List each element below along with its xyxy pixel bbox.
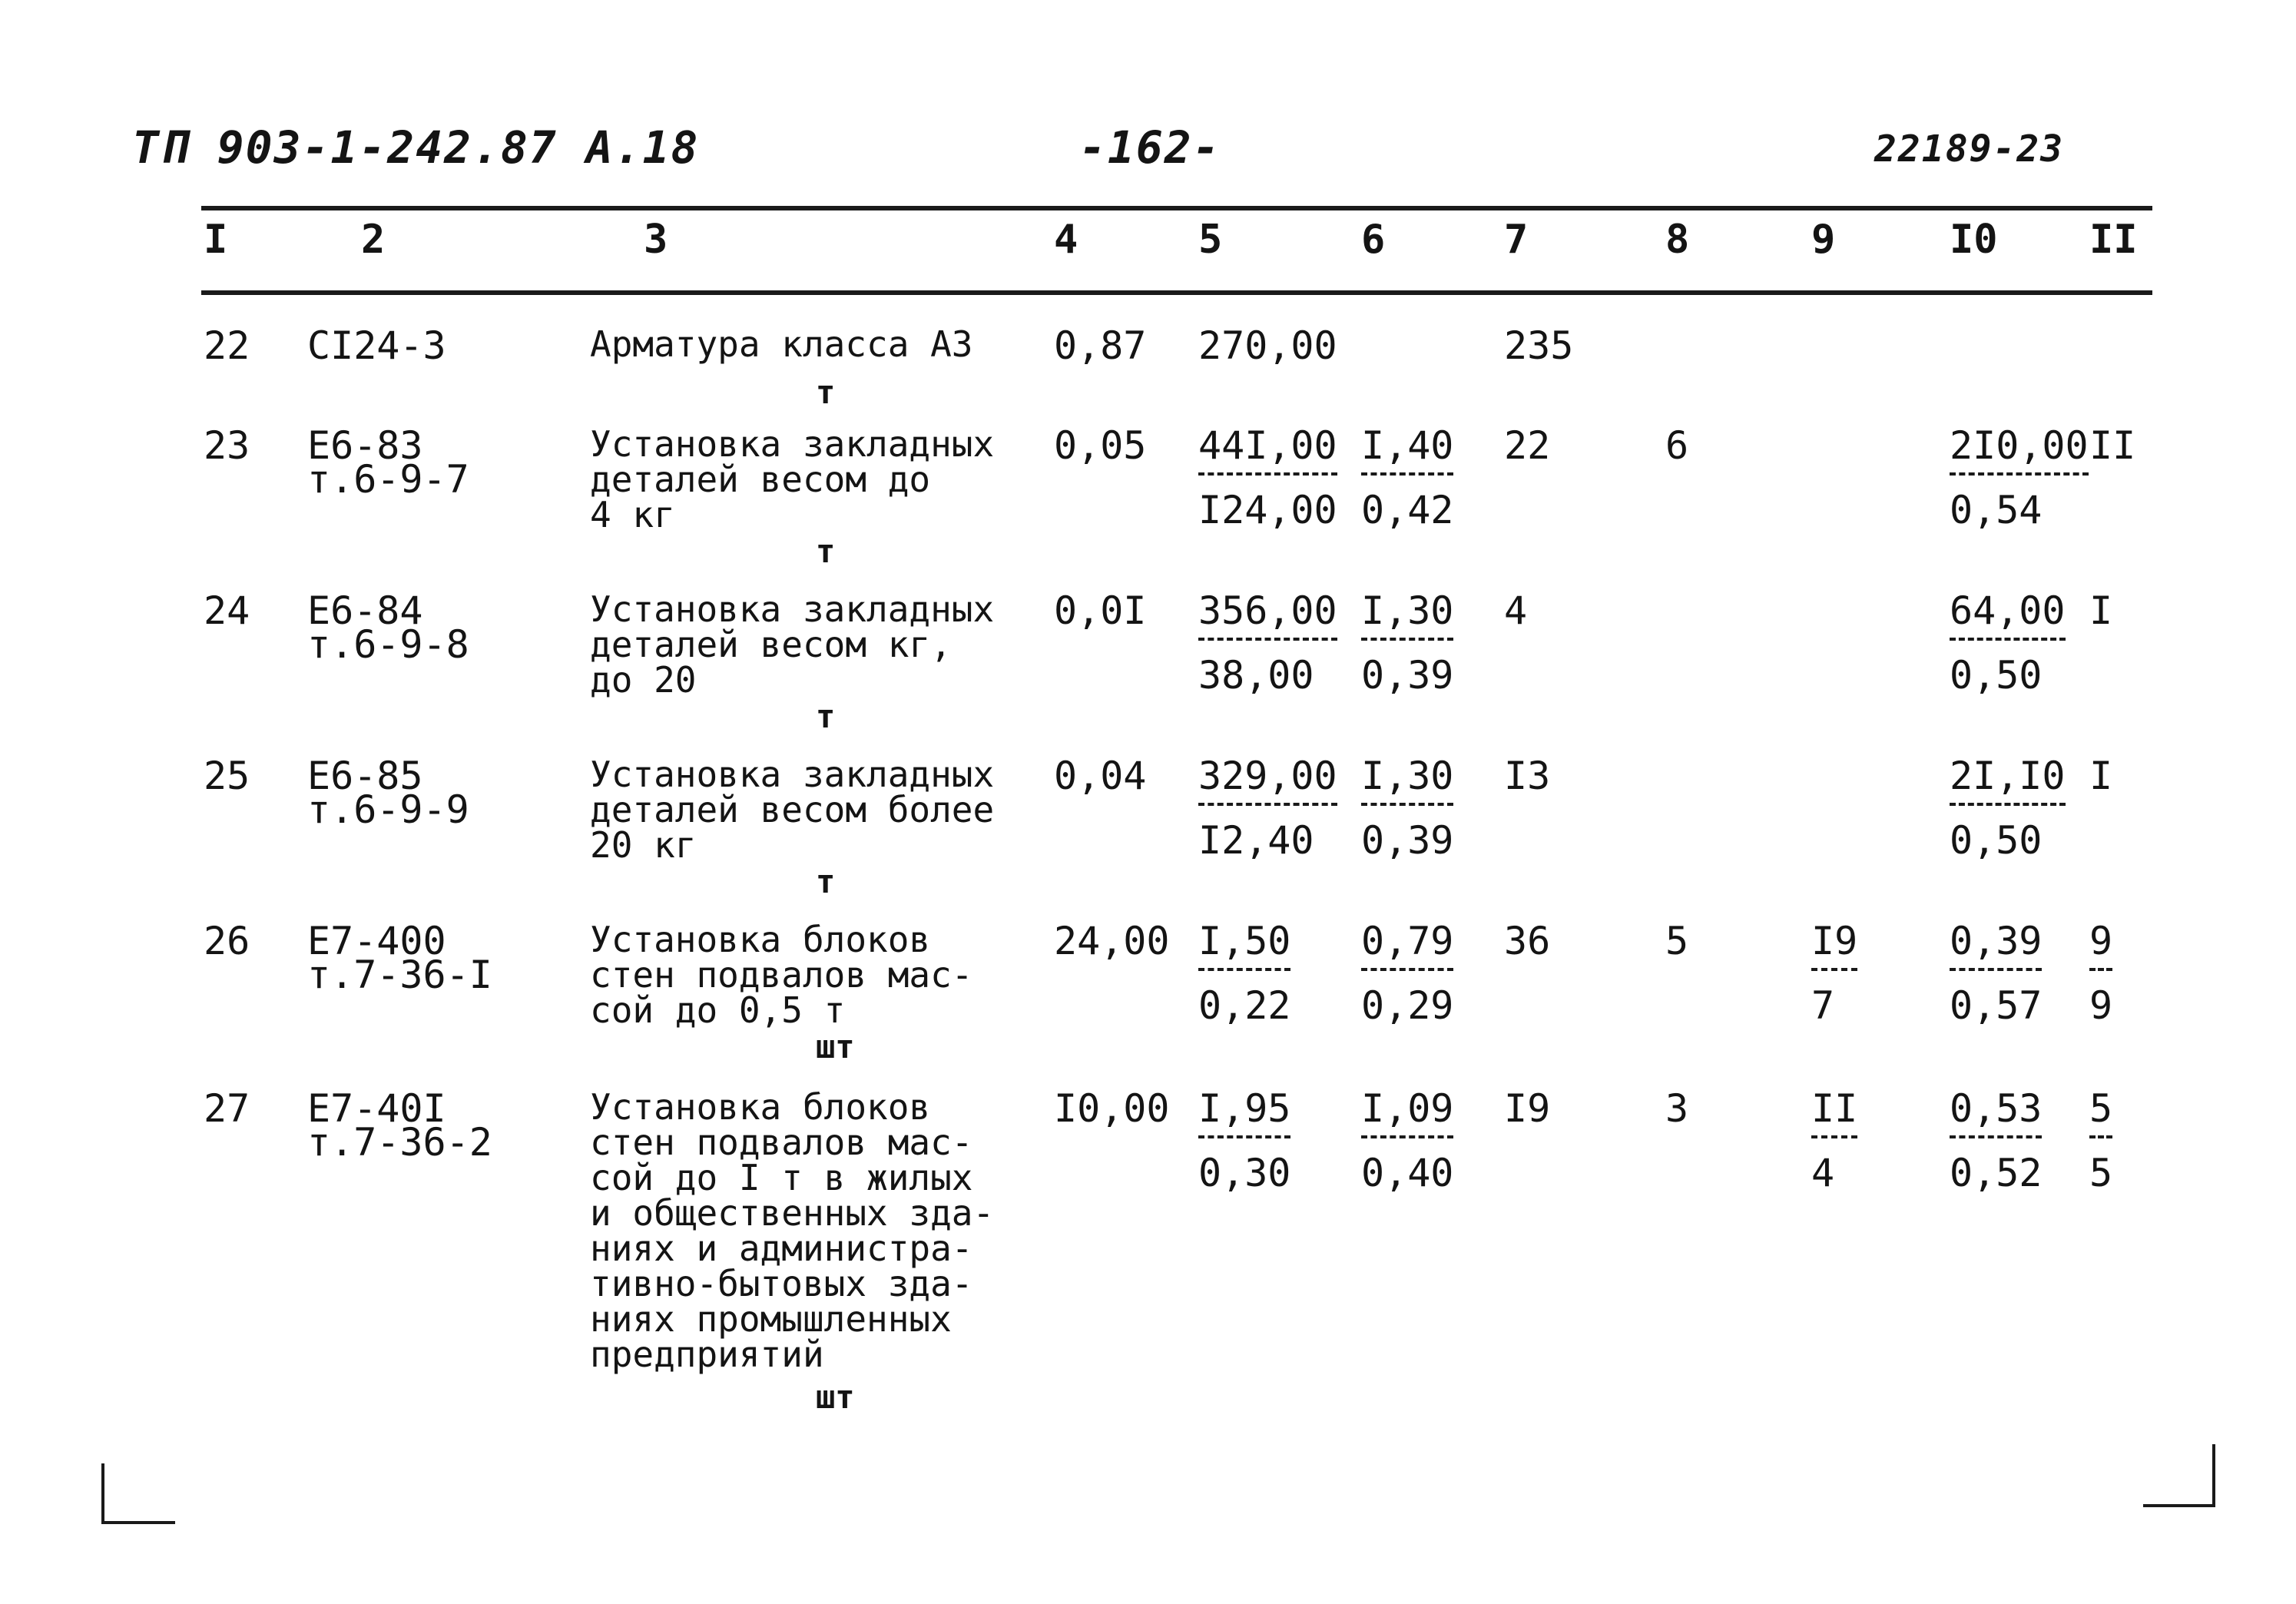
column-header-7: 7 — [1504, 217, 1529, 263]
row-description: Установка блоков стен подвалов мас- сой до 0,5 т — [590, 919, 973, 1031]
row-description: Установка закладных деталей весом кг, до 20 — [590, 588, 995, 701]
row-unit: т — [816, 863, 836, 900]
row-description: Установка блоков стен подвалов мас- сой до I т в жилых и общественных зда- ниях и администра- тивно-бытовых зда- ниях промышленных предприятий — [590, 1086, 995, 1375]
row-col5-numerator: 356,00 — [1198, 592, 1337, 641]
row-col7: 4 — [1504, 588, 1528, 633]
row-col10-numerator: 2I0,00 — [1950, 426, 2089, 476]
row-code: т.6-9-8 — [307, 622, 469, 667]
row-col6-numerator: I,30 — [1361, 757, 1453, 806]
row-col4: 0,04 — [1054, 754, 1147, 798]
row-col10 — [1950, 754, 2066, 863]
row-number: 25 — [204, 754, 250, 798]
column-header-1: I — [204, 217, 228, 263]
page-number: -162- — [1079, 121, 1221, 174]
row-col8: 3 — [1665, 1086, 1689, 1131]
row-description: Установка закладных деталей весом до 4 кг — [590, 423, 995, 535]
row-col4: 0,0I — [1054, 588, 1147, 633]
row-col10 — [1950, 1086, 2043, 1195]
row-col10 — [1950, 588, 2066, 698]
row-code: т.7-36-2 — [307, 1120, 492, 1165]
table-top-rule — [201, 206, 2152, 210]
row-col4: 0,05 — [1054, 423, 1147, 468]
row-code: CI24-3 — [307, 323, 446, 368]
row-description: Установка закладных деталей весом более 20 кг — [590, 754, 995, 866]
row-col6 — [1361, 423, 1454, 532]
row-description: Арматура класса А3 — [590, 323, 973, 365]
row-col5-numerator: 44I,00 — [1198, 426, 1337, 476]
row-col9-numerator: II — [1811, 1089, 1857, 1138]
row-col9 — [1811, 1086, 1858, 1195]
row-col11 — [2089, 1086, 2113, 1195]
row-col5 — [1198, 754, 1337, 863]
row-col9-numerator: I9 — [1811, 922, 1857, 971]
row-col10-denominator: 0,52 — [1950, 1151, 2043, 1195]
column-header-3: 3 — [644, 217, 668, 263]
row-col11-numerator: 5 — [2089, 1089, 2112, 1138]
column-header-5: 5 — [1198, 217, 1223, 263]
column-header-6: 6 — [1361, 217, 1386, 263]
row-col7: 36 — [1504, 919, 1551, 963]
row-col11-denominator: 5 — [2089, 1151, 2113, 1195]
row-number: 27 — [204, 1086, 250, 1131]
row-unit: т — [816, 532, 836, 570]
row-col5-denominator: 0,22 — [1198, 983, 1291, 1028]
row-col7: 22 — [1504, 423, 1551, 468]
row-col10-denominator: 0,54 — [1950, 488, 2043, 532]
row-unit: шт — [816, 1028, 855, 1065]
row-col4: I0,00 — [1054, 1086, 1170, 1131]
row-col5-numerator: I,50 — [1198, 922, 1290, 971]
row-code: т.7-36-I — [307, 953, 492, 997]
row-col4: 24,00 — [1054, 919, 1170, 963]
row-col11: I — [2089, 588, 2113, 633]
row-unit: т — [816, 373, 836, 411]
row-col5-denominator: 38,00 — [1198, 653, 1314, 698]
row-col10 — [1950, 919, 2043, 1028]
row-code: Е7-40I — [307, 1086, 446, 1131]
row-col5 — [1198, 588, 1337, 698]
row-col11: II — [2089, 423, 2136, 468]
row-col10-numerator: 2I,I0 — [1950, 757, 2066, 806]
row-col11-denominator: 9 — [2089, 983, 2113, 1028]
row-col7: I3 — [1504, 754, 1551, 798]
document-code: ТП 903-1-242.87 А.18 — [132, 121, 700, 174]
row-number: 23 — [204, 423, 250, 468]
row-col5 — [1198, 423, 1337, 532]
row-col6 — [1361, 1086, 1454, 1195]
row-code: т.6-9-7 — [307, 457, 469, 502]
row-col10-numerator: 0,39 — [1950, 922, 2042, 971]
row-col10-numerator: 64,00 — [1950, 592, 2066, 641]
row-code: Е6-85 — [307, 754, 423, 798]
column-header-9: 9 — [1811, 217, 1836, 263]
row-col11: I — [2089, 754, 2113, 798]
row-col6 — [1361, 754, 1454, 863]
row-col10-denominator: 0,50 — [1950, 818, 2043, 863]
corner-mark-left — [101, 1463, 175, 1524]
row-col7: I9 — [1504, 1086, 1551, 1131]
row-col7: 235 — [1504, 323, 1574, 368]
column-header-2: 2 — [361, 217, 386, 263]
row-col8: 5 — [1665, 919, 1689, 963]
row-col6-denominator: 0,40 — [1361, 1151, 1454, 1195]
row-code: Е6-83 — [307, 423, 423, 468]
row-col9-denominator: 7 — [1811, 983, 1835, 1028]
column-header-8: 8 — [1665, 217, 1690, 263]
row-col6-denominator: 0,42 — [1361, 488, 1454, 532]
row-col6 — [1361, 588, 1454, 698]
row-col11 — [2089, 919, 2113, 1028]
row-col10-denominator: 0,57 — [1950, 983, 2043, 1028]
row-col5: 270,00 — [1198, 323, 1337, 368]
row-col6-denominator: 0,29 — [1361, 983, 1454, 1028]
row-col6-numerator: 0,79 — [1361, 922, 1453, 971]
row-col6-numerator: I,30 — [1361, 592, 1453, 641]
row-col9-denominator: 4 — [1811, 1151, 1835, 1195]
row-col6 — [1361, 919, 1454, 1028]
row-code: т.6-9-9 — [307, 787, 469, 832]
row-number: 24 — [204, 588, 250, 633]
row-number: 26 — [204, 919, 250, 963]
row-col6-denominator: 0,39 — [1361, 818, 1454, 863]
corner-mark-right — [2143, 1444, 2215, 1507]
row-number: 22 — [204, 323, 250, 368]
column-header-11: II — [2089, 217, 2138, 263]
row-col11-numerator: 9 — [2089, 922, 2112, 971]
row-col5-denominator: I24,00 — [1198, 488, 1337, 532]
row-col5 — [1198, 919, 1291, 1028]
row-col5 — [1198, 1086, 1291, 1195]
table-header-rule — [201, 290, 2152, 295]
row-col5-numerator: 329,00 — [1198, 757, 1337, 806]
sheet-code: 22189-23 — [1874, 128, 2065, 171]
row-col5-numerator: I,95 — [1198, 1089, 1290, 1138]
column-header-4: 4 — [1054, 217, 1078, 263]
row-col10 — [1950, 423, 2089, 532]
row-col5-denominator: I2,40 — [1198, 818, 1314, 863]
row-col10-numerator: 0,53 — [1950, 1089, 2042, 1138]
row-col10-denominator: 0,50 — [1950, 653, 2043, 698]
row-unit: т — [816, 698, 836, 735]
row-col9 — [1811, 919, 1858, 1028]
row-col4: 0,87 — [1054, 323, 1147, 368]
row-col5-denominator: 0,30 — [1198, 1151, 1291, 1195]
row-col6-numerator: I,09 — [1361, 1089, 1453, 1138]
row-unit: шт — [816, 1378, 855, 1416]
row-code: Е6-84 — [307, 588, 423, 633]
row-col6-denominator: 0,39 — [1361, 653, 1454, 698]
column-header-10: I0 — [1950, 217, 1998, 263]
row-col8: 6 — [1665, 423, 1689, 468]
row-col6-numerator: I,40 — [1361, 426, 1453, 476]
row-code: Е7-400 — [307, 919, 446, 963]
